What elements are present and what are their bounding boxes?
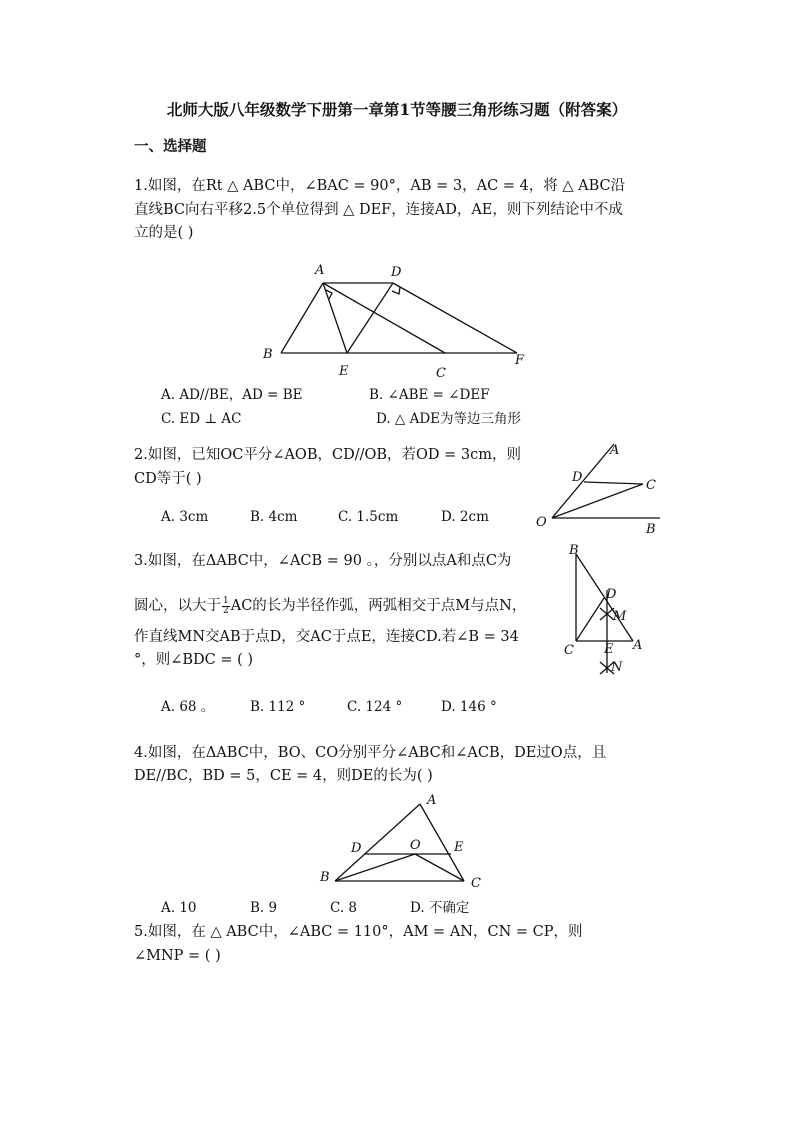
label-o: O — [536, 515, 547, 530]
q1-option-b: B. ∠ABE = ∠DEF — [369, 387, 490, 403]
label-c: C — [646, 478, 656, 493]
q3-option-a: A. 68 。 — [161, 699, 215, 715]
segment-ae — [323, 283, 347, 353]
q1-line2: 直线BC向右平移2.5个单位得到 △ DEF，连接AD，AE，则下列结论中不成 — [134, 202, 623, 218]
label-d: D — [391, 265, 402, 280]
q3-line2-post: AC的长为半径作弧，两弧相交于点M与点N， — [230, 598, 527, 614]
q3-option-b: B. 112 ° — [250, 699, 306, 715]
q1-option-c: C. ED ⊥ AC — [161, 411, 242, 427]
label-f: F — [515, 353, 525, 368]
q3-line2 — [134, 596, 526, 616]
label-b: B — [569, 543, 579, 558]
q3-line2-pre: 圆心，以大于 — [134, 598, 221, 614]
label-a: A — [427, 793, 437, 808]
q2-option-d: D. 2cm — [441, 509, 489, 525]
q2-option-a: A. 3cm — [161, 509, 209, 525]
page-title: 北师大版八年级数学下册第一章第1节等腰三角形练习题（附答案） — [166, 100, 628, 119]
q4-option-a: A. 10 — [161, 900, 197, 916]
q3-line1: 3.如图，在ΔABC中，∠ACB = 90 。，分别以点A和点C为 — [134, 553, 512, 569]
q2-line2: CD等于( ) — [134, 471, 202, 487]
fraction-numerator: 1 — [223, 595, 229, 606]
label-b: B — [646, 522, 656, 537]
label-b: B — [263, 347, 273, 362]
label-a: A — [633, 638, 643, 653]
label-e: E — [339, 364, 349, 379]
label-m: M — [613, 609, 627, 624]
q5-line2: ∠MNP = ( ) — [134, 948, 221, 964]
q2-line1: 2.如图，已知OC平分∠AOB，CD//OB，若OD = 3cm，则 — [134, 447, 521, 463]
segment-ac — [323, 283, 445, 353]
label-c: C — [471, 876, 481, 891]
label-a: A — [610, 443, 620, 458]
q2-option-b: B. 4cm — [250, 509, 298, 525]
q4-line2: DE//BC，BD = 5，CE = 4，则DE的长为( ) — [134, 768, 433, 784]
segment-ab — [335, 804, 420, 881]
segment-bo — [335, 854, 415, 881]
right-angle-mark-d — [392, 287, 400, 294]
q4-figure — [315, 790, 495, 895]
q2-option-c: C. 1.5cm — [338, 509, 399, 525]
label-b: B — [320, 870, 330, 885]
segment-dc — [584, 482, 643, 484]
segment-ab — [281, 283, 323, 353]
label-e: E — [454, 840, 464, 855]
label-c: C — [564, 643, 574, 658]
label-o: O — [410, 838, 421, 853]
label-d: D — [606, 587, 617, 602]
q4-option-c: C. 8 — [330, 900, 358, 916]
label-d: D — [351, 841, 362, 856]
fraction-half — [222, 597, 230, 616]
q3-figure — [560, 540, 660, 680]
q3-line4: °，则∠BDC = ( ) — [134, 652, 254, 668]
q1-option-a: A. AD//BE，AD = BE — [161, 387, 303, 403]
q3-option-d: D. 146 ° — [441, 699, 497, 715]
label-e: E — [604, 642, 614, 657]
label-c: C — [436, 366, 446, 381]
q1-figure — [255, 258, 545, 383]
q2-figure — [530, 438, 670, 538]
q1-option-d: D. △ ADE为等边三角形 — [376, 411, 522, 427]
q4-line1: 4.如图，在ΔABC中，BO、CO分别平分∠ABC和∠ACB，DE过O点，且 — [134, 745, 607, 761]
segment-ed — [347, 283, 393, 353]
q3-option-c: C. 124 ° — [347, 699, 403, 715]
label-n: N — [611, 660, 623, 675]
q1-line1: 1.如图，在Rt △ ABC中，∠BAC = 90°，AB = 3，AC = 4，将 △ ABC沿 — [134, 178, 626, 194]
label-d: D — [572, 470, 583, 485]
q3-line3: 作直线MN交AB于点D，交AC于点E，连接CD.若∠B = 34 — [134, 629, 519, 645]
section-heading: 一、选择题 — [134, 138, 207, 155]
q5-line1: 5.如图，在 △ ABC中，∠ABC = 110°，AM = AN，CN = CP，则 — [134, 924, 583, 940]
q4-option-d: D. 不确定 — [410, 900, 470, 916]
label-a: A — [315, 263, 325, 278]
segment-df — [393, 283, 517, 353]
q4-option-b: B. 9 — [250, 900, 278, 916]
q1-line3: 立的是( ) — [134, 225, 194, 241]
fraction-denominator: 2 — [223, 605, 229, 616]
